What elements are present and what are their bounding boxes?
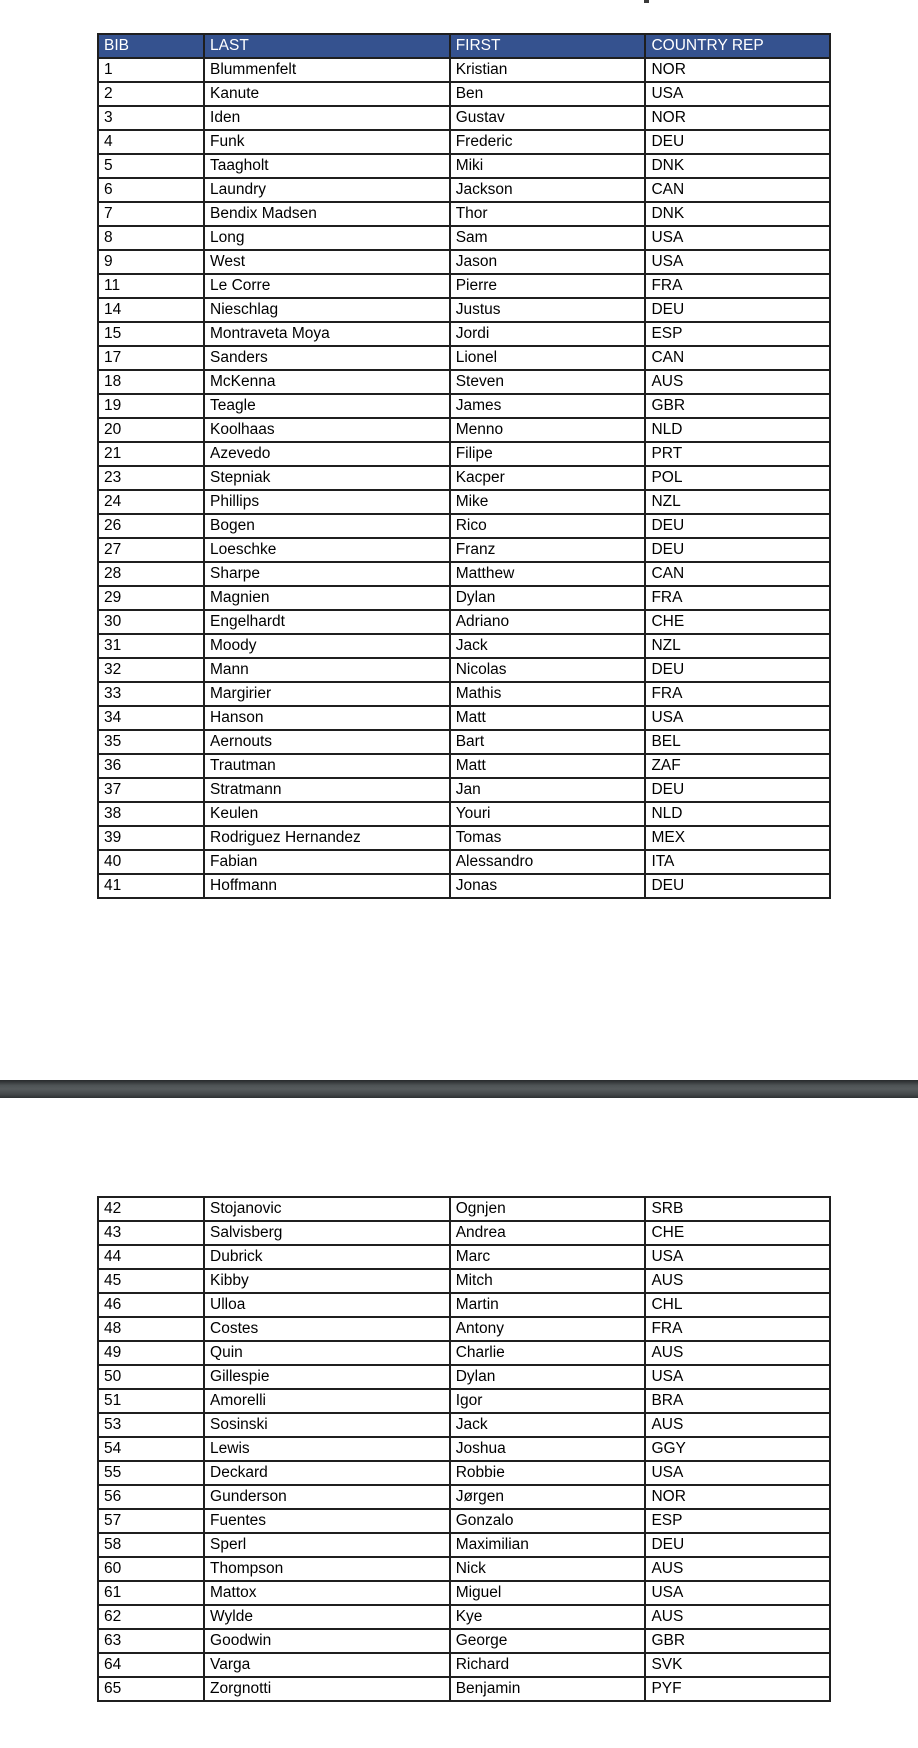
first-name-cell: Joshua [450, 1437, 646, 1461]
country-cell: POL [645, 466, 830, 490]
first-name-cell: Pierre [450, 274, 646, 298]
country-cell: USA [645, 250, 830, 274]
table-row [98, 82, 830, 106]
last-name-cell: Amorelli [204, 1389, 450, 1413]
last-name-cell: Stratmann [204, 778, 450, 802]
last-name-cell: Loeschke [204, 538, 450, 562]
last-name-cell: Engelhardt [204, 610, 450, 634]
first-name-cell: Lionel [450, 346, 646, 370]
table-row [98, 658, 830, 682]
table-row [98, 1557, 830, 1581]
last-name-cell: Funk [204, 130, 450, 154]
table-row [98, 442, 830, 466]
bib-cell: 50 [98, 1365, 204, 1389]
country-cell: SRB [645, 1197, 830, 1221]
last-name-cell: McKenna [204, 370, 450, 394]
last-name-cell: Lewis [204, 1437, 450, 1461]
first-name-cell: Maximilian [450, 1533, 646, 1557]
table-row [98, 1221, 830, 1245]
first-name-cell: Martin [450, 1293, 646, 1317]
last-name-cell: Dubrick [204, 1245, 450, 1269]
first-name-cell: Filipe [450, 442, 646, 466]
last-name-cell: Teagle [204, 394, 450, 418]
last-name-cell: Hanson [204, 706, 450, 730]
country-cell: DEU [645, 130, 830, 154]
country-cell: SVK [645, 1653, 830, 1677]
last-name-cell: Ulloa [204, 1293, 450, 1317]
last-name-cell: Laundry [204, 178, 450, 202]
table-row [98, 106, 830, 130]
first-name-cell: Andrea [450, 1221, 646, 1245]
first-name-cell: Bart [450, 730, 646, 754]
bib-cell: 9 [98, 250, 204, 274]
cropped-text-artifact [644, 0, 649, 3]
last-name-cell: Salvisberg [204, 1221, 450, 1245]
start-list-table-page1 [97, 33, 831, 899]
country-cell: CHE [645, 610, 830, 634]
page-break-separator [0, 1080, 918, 1098]
bib-cell: 64 [98, 1653, 204, 1677]
first-name-cell: Nick [450, 1557, 646, 1581]
country-cell: AUS [645, 1413, 830, 1437]
bib-cell: 42 [98, 1197, 204, 1221]
last-name-cell: Fuentes [204, 1509, 450, 1533]
table-row [98, 202, 830, 226]
country-cell: FRA [645, 586, 830, 610]
table-row [98, 394, 830, 418]
bib-cell: 49 [98, 1341, 204, 1365]
first-name-cell: Jason [450, 250, 646, 274]
bib-cell: 44 [98, 1245, 204, 1269]
first-name-cell: Jackson [450, 178, 646, 202]
country-cell: NLD [645, 802, 830, 826]
last-name-cell: West [204, 250, 450, 274]
bib-cell: 39 [98, 826, 204, 850]
table-row [98, 250, 830, 274]
table-row [98, 1485, 830, 1509]
first-name-cell: Richard [450, 1653, 646, 1677]
bib-cell: 57 [98, 1509, 204, 1533]
country-cell: DEU [645, 1533, 830, 1557]
bib-cell: 27 [98, 538, 204, 562]
table-row [98, 1653, 830, 1677]
last-name-cell: Sanders [204, 346, 450, 370]
country-cell: USA [645, 1365, 830, 1389]
table-row [98, 1629, 830, 1653]
table-row [98, 682, 830, 706]
table-row [98, 802, 830, 826]
last-name-cell: Margirier [204, 682, 450, 706]
first-name-cell: Gustav [450, 106, 646, 130]
first-name-cell: Kristian [450, 58, 646, 82]
last-name-cell: Magnien [204, 586, 450, 610]
first-name-cell: Marc [450, 1245, 646, 1269]
country-cell: CHL [645, 1293, 830, 1317]
bib-cell: 19 [98, 394, 204, 418]
bib-cell: 29 [98, 586, 204, 610]
table-row [98, 1461, 830, 1485]
last-name-cell: Trautman [204, 754, 450, 778]
bib-cell: 7 [98, 202, 204, 226]
bib-cell: 32 [98, 658, 204, 682]
country-cell: DEU [645, 298, 830, 322]
table-row [98, 1509, 830, 1533]
country-cell: NLD [645, 418, 830, 442]
country-cell: USA [645, 1581, 830, 1605]
bib-cell: 56 [98, 1485, 204, 1509]
table-row [98, 298, 830, 322]
last-name-cell: Koolhaas [204, 418, 450, 442]
header-country-rep: COUNTRY REP [645, 34, 830, 58]
first-name-cell: Kye [450, 1605, 646, 1629]
table-row [98, 514, 830, 538]
first-name-cell: George [450, 1629, 646, 1653]
first-name-cell: Jack [450, 1413, 646, 1437]
table-row [98, 1245, 830, 1269]
bib-cell: 21 [98, 442, 204, 466]
table-row [98, 1317, 830, 1341]
country-cell: ITA [645, 850, 830, 874]
country-cell: USA [645, 226, 830, 250]
bib-cell: 53 [98, 1413, 204, 1437]
last-name-cell: Aernouts [204, 730, 450, 754]
first-name-cell: Jan [450, 778, 646, 802]
table-row [98, 1269, 830, 1293]
first-name-cell: Jordi [450, 322, 646, 346]
bib-cell: 23 [98, 466, 204, 490]
country-cell: BEL [645, 730, 830, 754]
table-row [98, 130, 830, 154]
table-row [98, 1389, 830, 1413]
country-cell: CHE [645, 1221, 830, 1245]
bib-cell: 20 [98, 418, 204, 442]
bib-cell: 24 [98, 490, 204, 514]
bib-cell: 43 [98, 1221, 204, 1245]
table-row [98, 562, 830, 586]
country-cell: NOR [645, 1485, 830, 1509]
last-name-cell: Quin [204, 1341, 450, 1365]
last-name-cell: Taagholt [204, 154, 450, 178]
bib-cell: 15 [98, 322, 204, 346]
last-name-cell: Iden [204, 106, 450, 130]
header-first: FIRST [450, 34, 646, 58]
first-name-cell: Rico [450, 514, 646, 538]
country-cell: ESP [645, 1509, 830, 1533]
country-cell: CAN [645, 562, 830, 586]
last-name-cell: Le Corre [204, 274, 450, 298]
table-row [98, 778, 830, 802]
bib-cell: 4 [98, 130, 204, 154]
country-cell: DNK [645, 154, 830, 178]
table-row [98, 634, 830, 658]
last-name-cell: Gunderson [204, 1485, 450, 1509]
table-row [98, 58, 830, 82]
first-name-cell: Nicolas [450, 658, 646, 682]
bib-cell: 1 [98, 58, 204, 82]
last-name-cell: Kanute [204, 82, 450, 106]
last-name-cell: Long [204, 226, 450, 250]
table-row [98, 610, 830, 634]
first-name-cell: Adriano [450, 610, 646, 634]
header-bib: BIB [98, 34, 204, 58]
table-row [98, 1365, 830, 1389]
bib-cell: 30 [98, 610, 204, 634]
table-row [98, 178, 830, 202]
bib-cell: 36 [98, 754, 204, 778]
first-name-cell: Sam [450, 226, 646, 250]
table-row [98, 370, 830, 394]
first-name-cell: Franz [450, 538, 646, 562]
last-name-cell: Stojanovic [204, 1197, 450, 1221]
last-name-cell: Stepniak [204, 466, 450, 490]
first-name-cell: Jonas [450, 874, 646, 898]
first-name-cell: Steven [450, 370, 646, 394]
last-name-cell: Sharpe [204, 562, 450, 586]
table-row [98, 706, 830, 730]
table-row [98, 826, 830, 850]
country-cell: USA [645, 706, 830, 730]
country-cell: BRA [645, 1389, 830, 1413]
last-name-cell: Mann [204, 658, 450, 682]
first-name-cell: Tomas [450, 826, 646, 850]
table-row [98, 538, 830, 562]
first-name-cell: Jørgen [450, 1485, 646, 1509]
first-name-cell: Charlie [450, 1341, 646, 1365]
country-cell: USA [645, 1461, 830, 1485]
first-name-cell: Robbie [450, 1461, 646, 1485]
table-row [98, 1413, 830, 1437]
first-name-cell: Matt [450, 754, 646, 778]
table-row [98, 154, 830, 178]
first-name-cell: Jack [450, 634, 646, 658]
bib-cell: 51 [98, 1389, 204, 1413]
last-name-cell: Phillips [204, 490, 450, 514]
first-name-cell: Alessandro [450, 850, 646, 874]
bib-cell: 65 [98, 1677, 204, 1701]
last-name-cell: Hoffmann [204, 874, 450, 898]
table-row [98, 1605, 830, 1629]
country-cell: CAN [645, 346, 830, 370]
last-name-cell: Sosinski [204, 1413, 450, 1437]
last-name-cell: Deckard [204, 1461, 450, 1485]
bib-cell: 37 [98, 778, 204, 802]
bib-cell: 17 [98, 346, 204, 370]
header-last: LAST [204, 34, 450, 58]
country-cell: AUS [645, 1605, 830, 1629]
country-cell: GGY [645, 1437, 830, 1461]
country-cell: DEU [645, 538, 830, 562]
bib-cell: 3 [98, 106, 204, 130]
table-row [98, 226, 830, 250]
first-name-cell: Justus [450, 298, 646, 322]
country-cell: PYF [645, 1677, 830, 1701]
country-cell: DEU [645, 658, 830, 682]
start-list-table-page2 [97, 1196, 831, 1702]
bib-cell: 26 [98, 514, 204, 538]
bib-cell: 8 [98, 226, 204, 250]
bib-cell: 60 [98, 1557, 204, 1581]
country-cell: GBR [645, 394, 830, 418]
table-row [98, 490, 830, 514]
first-name-cell: Kacper [450, 466, 646, 490]
table-body-page1 [98, 58, 830, 898]
first-name-cell: Thor [450, 202, 646, 226]
first-name-cell: Antony [450, 1317, 646, 1341]
last-name-cell: Blummenfelt [204, 58, 450, 82]
first-name-cell: Miguel [450, 1581, 646, 1605]
bib-cell: 48 [98, 1317, 204, 1341]
country-cell: GBR [645, 1629, 830, 1653]
country-cell: AUS [645, 1269, 830, 1293]
table-row [98, 850, 830, 874]
country-cell: USA [645, 1245, 830, 1269]
first-name-cell: Youri [450, 802, 646, 826]
last-name-cell: Bendix Madsen [204, 202, 450, 226]
bib-cell: 40 [98, 850, 204, 874]
last-name-cell: Azevedo [204, 442, 450, 466]
table-row [98, 1341, 830, 1365]
country-cell: NZL [645, 634, 830, 658]
table-body-page2 [98, 1197, 830, 1701]
bib-cell: 38 [98, 802, 204, 826]
country-cell: DNK [645, 202, 830, 226]
bib-cell: 35 [98, 730, 204, 754]
last-name-cell: Mattox [204, 1581, 450, 1605]
country-cell: FRA [645, 274, 830, 298]
bib-cell: 11 [98, 274, 204, 298]
first-name-cell: Ben [450, 82, 646, 106]
first-name-cell: Dylan [450, 1365, 646, 1389]
country-cell: CAN [645, 178, 830, 202]
bib-cell: 2 [98, 82, 204, 106]
bib-cell: 34 [98, 706, 204, 730]
table-row [98, 1197, 830, 1221]
bib-cell: 61 [98, 1581, 204, 1605]
table-row [98, 1677, 830, 1701]
last-name-cell: Zorgnotti [204, 1677, 450, 1701]
first-name-cell: Mitch [450, 1269, 646, 1293]
country-cell: NOR [645, 106, 830, 130]
table-row [98, 586, 830, 610]
table-row [98, 1581, 830, 1605]
last-name-cell: Moody [204, 634, 450, 658]
last-name-cell: Keulen [204, 802, 450, 826]
last-name-cell: Fabian [204, 850, 450, 874]
bib-cell: 41 [98, 874, 204, 898]
table-row [98, 1437, 830, 1461]
table-row [98, 730, 830, 754]
bib-cell: 54 [98, 1437, 204, 1461]
table-row [98, 754, 830, 778]
last-name-cell: Bogen [204, 514, 450, 538]
table-row [98, 1533, 830, 1557]
country-cell: FRA [645, 1317, 830, 1341]
first-name-cell: Matthew [450, 562, 646, 586]
first-name-cell: Mathis [450, 682, 646, 706]
first-name-cell: Matt [450, 706, 646, 730]
bib-cell: 6 [98, 178, 204, 202]
last-name-cell: Nieschlag [204, 298, 450, 322]
country-cell: ESP [645, 322, 830, 346]
country-cell: DEU [645, 778, 830, 802]
last-name-cell: Thompson [204, 1557, 450, 1581]
table-row [98, 874, 830, 898]
last-name-cell: Montraveta Moya [204, 322, 450, 346]
country-cell: MEX [645, 826, 830, 850]
bib-cell: 31 [98, 634, 204, 658]
first-name-cell: Gonzalo [450, 1509, 646, 1533]
country-cell: NOR [645, 58, 830, 82]
first-name-cell: James [450, 394, 646, 418]
last-name-cell: Wylde [204, 1605, 450, 1629]
first-name-cell: Igor [450, 1389, 646, 1413]
bib-cell: 62 [98, 1605, 204, 1629]
last-name-cell: Varga [204, 1653, 450, 1677]
bib-cell: 14 [98, 298, 204, 322]
table-row [98, 1293, 830, 1317]
bib-cell: 18 [98, 370, 204, 394]
last-name-cell: Sperl [204, 1533, 450, 1557]
bib-cell: 28 [98, 562, 204, 586]
first-name-cell: Mike [450, 490, 646, 514]
country-cell: DEU [645, 874, 830, 898]
country-cell: NZL [645, 490, 830, 514]
first-name-cell: Miki [450, 154, 646, 178]
first-name-cell: Menno [450, 418, 646, 442]
first-name-cell: Dylan [450, 586, 646, 610]
first-name-cell: Benjamin [450, 1677, 646, 1701]
last-name-cell: Goodwin [204, 1629, 450, 1653]
bib-cell: 63 [98, 1629, 204, 1653]
bib-cell: 45 [98, 1269, 204, 1293]
first-name-cell: Frederic [450, 130, 646, 154]
country-cell: AUS [645, 1557, 830, 1581]
bib-cell: 5 [98, 154, 204, 178]
table-row [98, 322, 830, 346]
bib-cell: 55 [98, 1461, 204, 1485]
table-header-row [98, 34, 830, 58]
table-row [98, 466, 830, 490]
country-cell: USA [645, 82, 830, 106]
first-name-cell: Ognjen [450, 1197, 646, 1221]
country-cell: AUS [645, 1341, 830, 1365]
last-name-cell: Gillespie [204, 1365, 450, 1389]
country-cell: DEU [645, 514, 830, 538]
last-name-cell: Rodriguez Hernandez [204, 826, 450, 850]
country-cell: FRA [645, 682, 830, 706]
bib-cell: 46 [98, 1293, 204, 1317]
table-row [98, 418, 830, 442]
country-cell: PRT [645, 442, 830, 466]
country-cell: AUS [645, 370, 830, 394]
table-row [98, 274, 830, 298]
table-row [98, 346, 830, 370]
last-name-cell: Kibby [204, 1269, 450, 1293]
last-name-cell: Costes [204, 1317, 450, 1341]
bib-cell: 58 [98, 1533, 204, 1557]
bib-cell: 33 [98, 682, 204, 706]
country-cell: ZAF [645, 754, 830, 778]
